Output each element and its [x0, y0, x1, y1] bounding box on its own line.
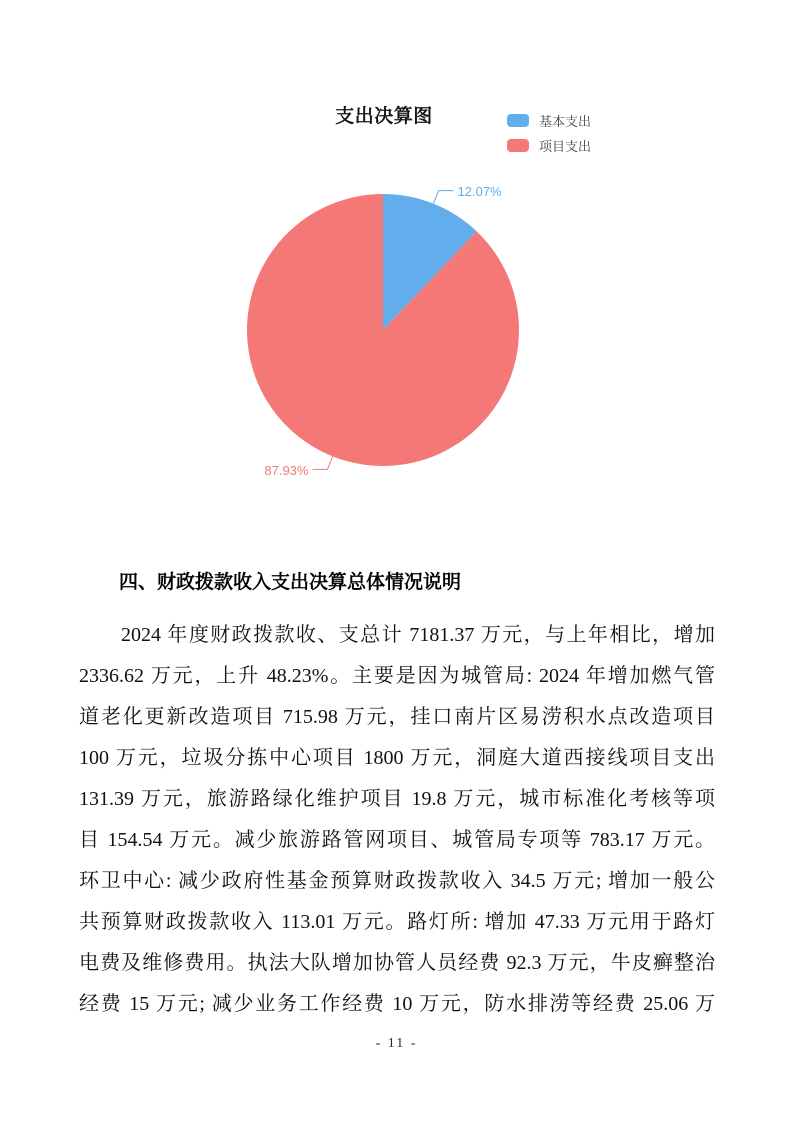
pie-label-line-项目支出 — [312, 456, 332, 469]
paragraph-line: 共预算财政拨款收入 113.01 万元。路灯所: 增加 47.33 万元用于路灯 — [79, 911, 715, 933]
pie-percent-label-项目支出: 87.93% — [264, 462, 309, 478]
pie-percent-label-基本支出: 12.07% — [457, 184, 502, 200]
legend-label: 基本支出 — [539, 114, 592, 129]
expenditure-pie-chart — [0, 0, 793, 540]
section-body — [79, 563, 715, 1025]
paragraph-line: 2024 年度财政拨款收、支总计 7181.37 万元，与上年相比，增加 — [121, 624, 715, 646]
legend-label: 项目支出 — [539, 139, 592, 154]
paragraph-line: 131.39 万元，旅游路绿化维护项目 19.8 万元，城市标准化考核等项 — [79, 788, 715, 810]
chart-title: 支出决算图 — [335, 106, 433, 127]
section-heading: 四、财政拨款收入支出决算总体情况说明 — [119, 572, 462, 593]
pie-label-line-基本支出 — [433, 191, 453, 204]
pie-chart-canvas — [0, 0, 793, 540]
page-number: - 11 - — [375, 1036, 418, 1051]
paragraph-line: 电费及维修费用。执法大队增加协管人员经费 92.3 万元，牛皮癣整治 — [79, 952, 715, 974]
paragraph-line: 100 万元，垃圾分拣中心项目 1800 万元，洞庭大道西接线项目支出 — [79, 747, 715, 769]
paragraph-line: 经费 15 万元; 减少业务工作经费 10 万元，防水排涝等经费 25.06 万 — [79, 993, 715, 1015]
paragraph-line: 环卫中心: 减少政府性基金预算财政拨款收入 34.5 万元; 增加一般公 — [79, 870, 715, 892]
paragraph-line: 2336.62 万元，上升 48.23%。主要是因为城管局: 2024 年增加燃气管 — [79, 665, 715, 687]
paragraph-line: 目 154.54 万元。减少旅游路管网项目、城管局专项等 783.17 万元。 — [79, 829, 715, 851]
paragraph-line: 道老化更新改造项目 715.98 万元，挂口南片区易涝积水点改造项目 — [79, 706, 715, 728]
body-paragraph — [79, 615, 715, 1025]
